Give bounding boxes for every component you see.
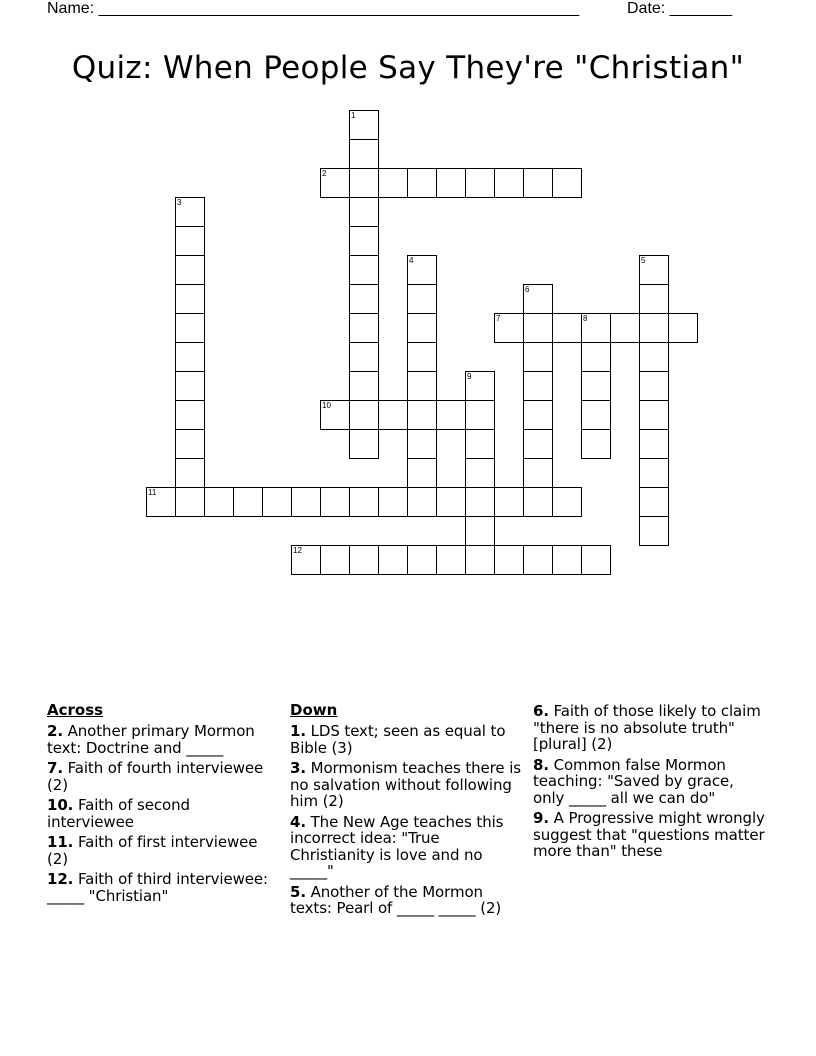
clue-number: 2. xyxy=(47,722,63,740)
clue-number-label: 6 xyxy=(525,285,530,294)
grid-cell[interactable] xyxy=(175,342,205,372)
clue-text: Faith of those likely to claim "there is no absolute truth" [plural] (2) xyxy=(533,702,761,753)
across-heading: Across xyxy=(47,701,104,719)
grid-cell[interactable] xyxy=(349,342,379,372)
grid-cell[interactable] xyxy=(465,458,495,488)
clue-item xyxy=(47,871,275,904)
clue-item xyxy=(47,760,275,793)
grid-cell[interactable] xyxy=(523,400,553,430)
clue-item xyxy=(290,814,522,880)
clue-number-label: 4 xyxy=(409,256,414,265)
grid-cell[interactable] xyxy=(204,487,234,517)
grid-cell[interactable] xyxy=(349,313,379,343)
clue-number: 9. xyxy=(533,809,549,827)
grid-cell[interactable] xyxy=(639,429,669,459)
clue-number-label: 11 xyxy=(148,488,157,497)
grid-cell[interactable] xyxy=(494,168,524,198)
grid-cell[interactable] xyxy=(349,487,379,517)
grid-cell[interactable] xyxy=(436,168,466,198)
grid-cell[interactable] xyxy=(436,545,466,575)
grid-cell[interactable] xyxy=(494,487,524,517)
grid-cell[interactable] xyxy=(407,371,437,401)
grid-cell[interactable] xyxy=(523,429,553,459)
grid-cell[interactable] xyxy=(523,313,553,343)
clue-text: Faith of fourth interviewee (2) xyxy=(47,759,264,794)
grid-cell[interactable] xyxy=(320,487,350,517)
down-clue-list xyxy=(290,723,522,917)
grid-cell[interactable] xyxy=(639,487,669,517)
grid-cell[interactable] xyxy=(523,487,553,517)
clue-item xyxy=(533,810,765,860)
clue-number: 7. xyxy=(47,759,63,777)
grid-cell[interactable] xyxy=(436,400,466,430)
grid-cell[interactable] xyxy=(668,313,698,343)
grid-cell[interactable] xyxy=(175,197,205,227)
grid-cell[interactable] xyxy=(581,400,611,430)
clue-item xyxy=(290,884,522,917)
grid-cell[interactable] xyxy=(407,342,437,372)
grid-cell[interactable] xyxy=(378,400,408,430)
clue-number: 11. xyxy=(47,833,74,851)
grid-cell[interactable] xyxy=(175,400,205,430)
clue-item xyxy=(290,760,522,810)
grid-cell[interactable] xyxy=(175,255,205,285)
grid-cell[interactable] xyxy=(407,545,437,575)
clue-number-label: 9 xyxy=(467,372,472,381)
name-field-label: Name: ______________________________________________________ xyxy=(47,0,580,17)
grid-cell[interactable] xyxy=(175,458,205,488)
grid-cell[interactable] xyxy=(552,168,582,198)
grid-cell[interactable] xyxy=(349,284,379,314)
grid-cell[interactable] xyxy=(523,342,553,372)
grid-cell[interactable] xyxy=(146,487,176,517)
clue-number: 8. xyxy=(533,755,549,774)
grid-cell[interactable] xyxy=(581,371,611,401)
grid-cell[interactable] xyxy=(581,429,611,459)
grid-cell[interactable] xyxy=(349,168,379,198)
clue-text: Another primary Mormon text: Doctrine and _____ xyxy=(47,722,255,757)
clue-number-label: 5 xyxy=(641,256,646,265)
clue-number-label: 7 xyxy=(496,314,501,323)
grid-cell[interactable] xyxy=(320,400,350,430)
clue-text: A Progressive might wrongly suggest that "questions matter more than" these xyxy=(533,809,765,860)
grid-cell[interactable] xyxy=(378,168,408,198)
grid-cell[interactable] xyxy=(581,342,611,372)
grid-cell[interactable] xyxy=(175,226,205,256)
grid-cell[interactable] xyxy=(407,255,437,285)
clue-number-label: 10 xyxy=(322,401,331,410)
grid-cell[interactable] xyxy=(291,545,321,575)
clue-text: Common false Mormon teaching: "Saved by grace, only _____ all we can do" xyxy=(533,755,734,807)
grid-cell[interactable] xyxy=(175,429,205,459)
clue-number: 6. xyxy=(533,702,549,720)
grid-cell[interactable] xyxy=(291,487,321,517)
grid-cell[interactable] xyxy=(407,429,437,459)
grid-cell[interactable] xyxy=(407,313,437,343)
grid-cell[interactable] xyxy=(639,284,669,314)
grid-cell[interactable] xyxy=(639,458,669,488)
grid-cell[interactable] xyxy=(610,313,640,343)
grid-cell[interactable] xyxy=(639,313,669,343)
grid-cell[interactable] xyxy=(523,284,553,314)
clue-number-label: 3 xyxy=(177,198,182,207)
clue-number: 12. xyxy=(47,870,74,888)
clue-item xyxy=(533,703,765,753)
grid-cell[interactable] xyxy=(320,168,350,198)
grid-cell[interactable] xyxy=(523,371,553,401)
grid-cell[interactable] xyxy=(349,545,379,575)
clue-number: 10. xyxy=(47,796,74,814)
grid-cell[interactable] xyxy=(349,400,379,430)
grid-cell[interactable] xyxy=(175,284,205,314)
grid-cell[interactable] xyxy=(407,458,437,488)
grid-cell[interactable] xyxy=(175,313,205,343)
clue-number: 5. xyxy=(290,882,306,901)
grid-cell[interactable] xyxy=(552,487,582,517)
grid-cell[interactable] xyxy=(465,371,495,401)
clue-text: The New Age teaches this incorrect idea: "True Christianity is love and no _____" xyxy=(290,812,504,880)
grid-cell[interactable] xyxy=(378,545,408,575)
grid-cell[interactable] xyxy=(349,255,379,285)
clue-text: LDS text; seen as equal to Bible (3) xyxy=(290,722,506,757)
down-clues-column-continued xyxy=(533,700,765,864)
grid-cell[interactable] xyxy=(233,487,263,517)
grid-cell[interactable] xyxy=(378,487,408,517)
clue-text: Faith of second interviewee xyxy=(47,796,190,831)
clue-item xyxy=(533,757,765,807)
grid-cell[interactable] xyxy=(465,545,495,575)
date-field-label: Date: _______ xyxy=(627,0,732,17)
grid-cell[interactable] xyxy=(465,487,495,517)
across-clue-list xyxy=(47,723,275,904)
clue-item xyxy=(47,797,275,830)
clue-item xyxy=(290,723,522,756)
grid-cell[interactable] xyxy=(523,458,553,488)
grid-cell[interactable] xyxy=(465,400,495,430)
grid-cell[interactable] xyxy=(494,313,524,343)
clue-item xyxy=(47,834,275,867)
grid-cell[interactable] xyxy=(349,429,379,459)
grid-cell[interactable] xyxy=(407,400,437,430)
clue-text: Faith of first interviewee (2) xyxy=(47,833,258,868)
grid-cell[interactable] xyxy=(465,516,495,546)
grid-cell[interactable] xyxy=(465,429,495,459)
grid-cell[interactable] xyxy=(581,313,611,343)
grid-cell[interactable] xyxy=(407,487,437,517)
grid-cell[interactable] xyxy=(581,545,611,575)
grid-cell[interactable] xyxy=(494,545,524,575)
grid-cell[interactable] xyxy=(639,400,669,430)
clue-text: Faith of third interviewee: _____ "Christian" xyxy=(47,870,268,905)
clue-number-label: 2 xyxy=(322,169,327,178)
grid-cell[interactable] xyxy=(639,371,669,401)
clue-item xyxy=(47,723,275,756)
grid-cell[interactable] xyxy=(349,197,379,227)
clue-number: 3. xyxy=(290,759,306,777)
clue-text: Another of the Mormon texts: Pearl of _____ _____ (2) xyxy=(290,882,502,917)
grid-cell[interactable] xyxy=(639,255,669,285)
down-clue-list-continued xyxy=(533,703,765,860)
page-title: Quiz: When People Say They're "Christian" xyxy=(71,50,745,86)
grid-cell[interactable] xyxy=(465,168,495,198)
grid-cell[interactable] xyxy=(552,545,582,575)
grid-cell[interactable] xyxy=(349,110,379,140)
across-clues-column xyxy=(47,700,275,908)
grid-cell[interactable] xyxy=(639,342,669,372)
clue-number-label: 1 xyxy=(351,111,356,120)
grid-cell[interactable] xyxy=(262,487,292,517)
clue-number-label: 8 xyxy=(583,314,588,323)
grid-cell[interactable] xyxy=(349,226,379,256)
clue-number: 1. xyxy=(290,722,306,740)
grid-cell[interactable] xyxy=(552,313,582,343)
grid-cell[interactable] xyxy=(436,487,466,517)
grid-cell[interactable] xyxy=(175,371,205,401)
grid-cell[interactable] xyxy=(407,284,437,314)
clue-number-label: 12 xyxy=(293,546,302,555)
grid-cell[interactable] xyxy=(523,545,553,575)
grid-cell[interactable] xyxy=(639,516,669,546)
grid-cell[interactable] xyxy=(407,168,437,198)
grid-cell[interactable] xyxy=(349,371,379,401)
grid-cell[interactable] xyxy=(349,139,379,169)
down-clues-column xyxy=(290,700,522,921)
grid-cell[interactable] xyxy=(523,168,553,198)
clue-number: 4. xyxy=(290,812,306,831)
clue-text: Mormonism teaches there is no salvation without following him (2) xyxy=(290,759,521,810)
grid-cell[interactable] xyxy=(175,487,205,517)
grid-cell[interactable] xyxy=(320,545,350,575)
down-heading: Down xyxy=(290,701,338,719)
